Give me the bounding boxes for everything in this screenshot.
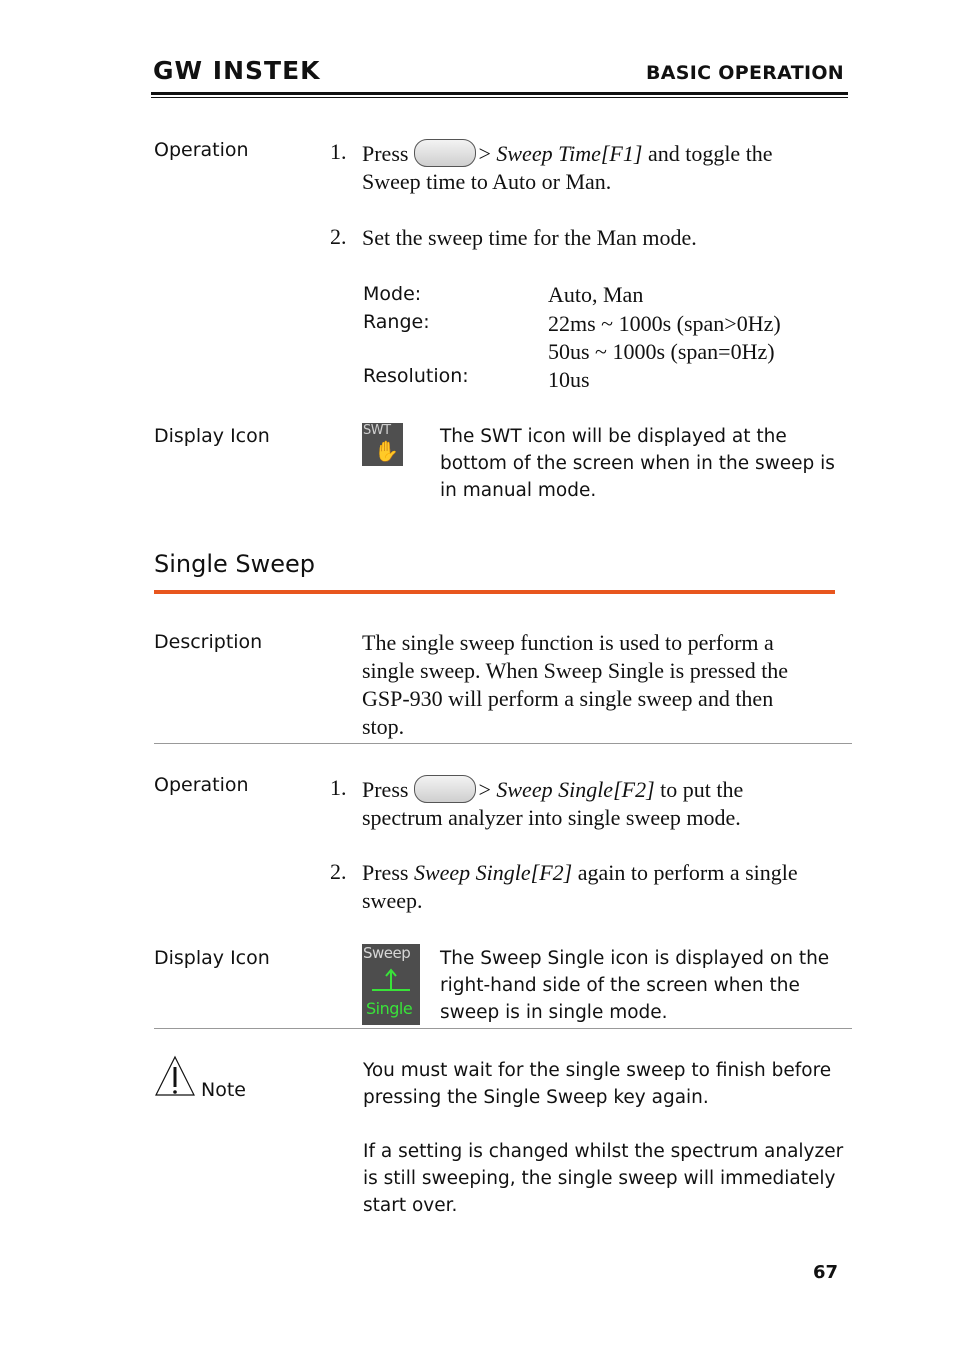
press-word: Press	[362, 141, 409, 166]
step-1-line-2: spectrum analyzer into single sweep mode.	[362, 805, 741, 830]
divider	[154, 743, 852, 744]
hand-icon: ✋	[374, 441, 399, 463]
softkey-sweep-single: Sweep Single[F2]	[496, 777, 655, 802]
warning-triangle-icon	[154, 1055, 196, 1102]
sweep-single-description	[440, 945, 850, 1026]
step-number: 1.	[330, 139, 347, 164]
step-2-text: Set the sweep time for the Man mode.	[362, 225, 697, 250]
desc-line: sweep is in single mode.	[440, 1002, 668, 1023]
step-1-text	[362, 139, 852, 196]
note-line: pressing the Single Sweep key again.	[363, 1087, 709, 1108]
description-text	[362, 629, 852, 741]
header-rule-thick	[151, 92, 848, 95]
softkey-sweep-time: Sweep Time[F1]	[496, 141, 643, 166]
description-label: Description	[154, 631, 263, 653]
sweep-icon-text: Sweep	[363, 944, 411, 962]
step-number: 1.	[330, 775, 347, 800]
desc-line: single sweep. When Sweep Single is pressed the	[362, 658, 789, 683]
chapter-title: BASIC OPERATION	[646, 62, 844, 84]
step-number: 2.	[330, 224, 347, 249]
note-line: is still sweeping, the single sweep will immediately	[363, 1168, 836, 1189]
step-1-rest: and toggle the	[647, 141, 773, 166]
desc-line: The SWT icon will be displayed at the	[440, 426, 787, 447]
display-icon-label: Display Icon	[154, 425, 270, 447]
softkey-sweep-single: Sweep Single[F2]	[413, 860, 573, 885]
divider	[154, 1028, 852, 1029]
step-1-rest: to put the	[660, 777, 744, 802]
step-2-line-2: sweep.	[362, 888, 423, 913]
sweep-single-icon	[362, 944, 420, 1025]
press-word: Press	[362, 777, 409, 802]
resolution-value: 10us	[548, 367, 590, 392]
swt-icon	[362, 423, 403, 466]
arrow-gt: >	[478, 777, 491, 802]
display-icon-label: Display Icon	[154, 947, 270, 969]
note-line: start over.	[363, 1195, 458, 1216]
desc-line: The Sweep Single icon is displayed on the	[440, 948, 830, 969]
desc-line: in manual mode.	[440, 480, 597, 501]
operation-label: Operation	[154, 774, 249, 796]
step-2-text	[362, 859, 852, 915]
operation-label: Operation	[154, 139, 249, 161]
note-line: If a setting is changed whilst the spectrum analyzer	[363, 1141, 844, 1162]
mode-label: Mode:	[363, 283, 422, 305]
single-icon-text: Single	[366, 999, 413, 1018]
step-1-line-2: Sweep time to Auto or Man.	[362, 169, 612, 194]
step-1-line-1	[362, 139, 852, 168]
note-spacer	[363, 1111, 853, 1138]
step-2-rest: again to perform a single	[577, 860, 798, 885]
swt-icon-text: SWT	[363, 423, 391, 438]
desc-line: The single sweep function is used to perform a	[362, 630, 774, 655]
resolution-label: Resolution:	[363, 365, 469, 387]
swt-description	[440, 423, 850, 504]
note-line: You must wait for the single sweep to finish before	[363, 1060, 832, 1081]
arrow-gt: >	[478, 141, 491, 166]
section-rule	[154, 590, 835, 594]
gw-instek-logo: GW INSTEK	[153, 56, 321, 85]
desc-line: right-hand side of the screen when the	[440, 975, 800, 996]
step-1-line-1	[362, 775, 852, 804]
desc-line: GSP-930 will perform a single sweep and then	[362, 686, 774, 711]
note-label: Note	[201, 1079, 246, 1101]
page-number: 67	[813, 1262, 839, 1283]
mode-value: Auto, Man	[548, 282, 644, 307]
range-label: Range:	[363, 311, 430, 333]
range-value-1: 22ms ~ 1000s (span>0Hz)	[548, 311, 781, 336]
press-word: Press	[362, 860, 409, 885]
desc-line: bottom of the screen when in the sweep is	[440, 453, 835, 474]
step-1-text	[362, 775, 852, 832]
single-trigger-arrow-icon	[362, 966, 420, 998]
desc-line: stop.	[362, 714, 405, 739]
header-rule-thin	[151, 97, 848, 98]
note-text	[363, 1057, 853, 1219]
sweep-key-icon	[414, 139, 476, 167]
sweep-key-icon	[414, 775, 476, 803]
section-title: Single Sweep	[154, 550, 316, 578]
step-number: 2.	[330, 859, 347, 884]
step-2-line-1	[362, 859, 852, 887]
range-value-2: 50us ~ 1000s (span=0Hz)	[548, 339, 775, 364]
